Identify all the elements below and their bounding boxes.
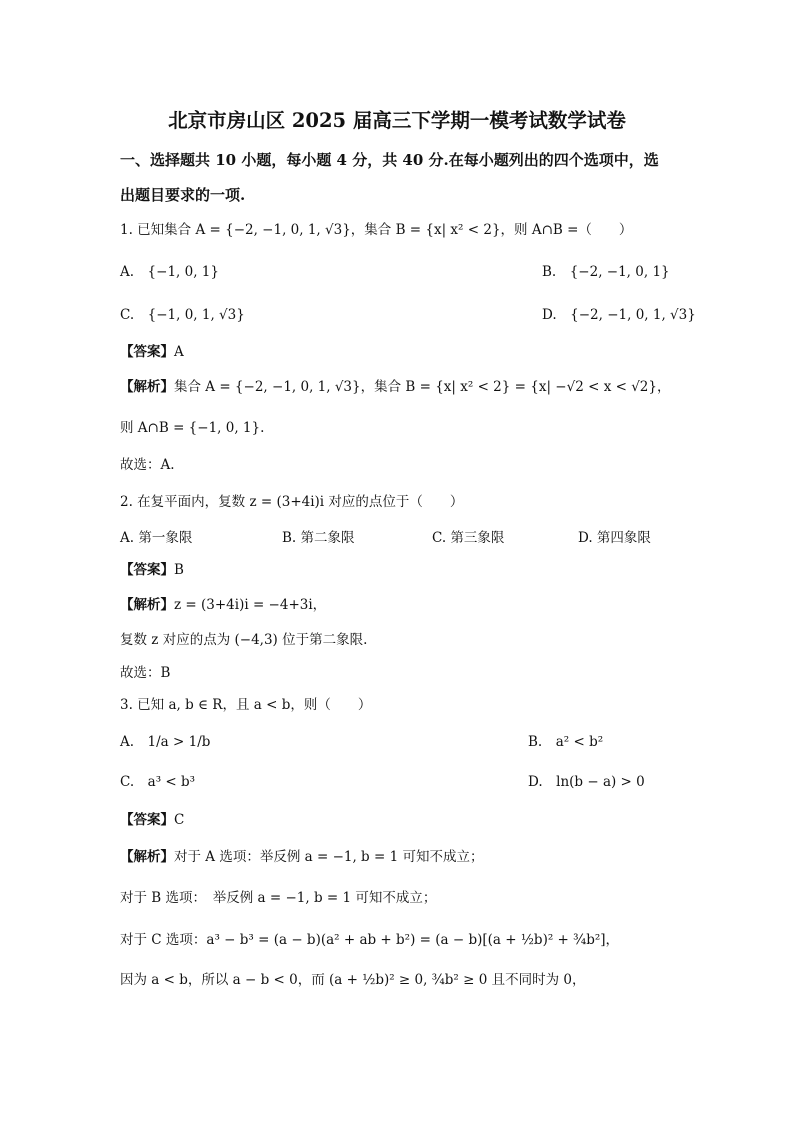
analysis-label: 【解析】 [120, 849, 174, 865]
q3-stem: 3. 已知 a, b ∈ R，且 a < b，则（ ） [120, 697, 372, 713]
q3-option-a: A. 1/a > 1/b [120, 734, 211, 750]
section-heading-line-1: 一、选择题共 10 小题，每小题 4 分，共 40 分.在每小题列出的四个选项中，选 [120, 151, 659, 169]
answer-value: A [174, 344, 184, 360]
analysis-text: 集合 A = {−2, −1, 0, 1, √3}，集合 B = {x| x² < 2} = {x| −√2 < x < √2}， [174, 379, 671, 395]
q3-analysis-line-4: 因为 a < b，所以 a − b < 0，而 (a + ½b)² ≥ 0, ¾b² ≥ 0 且不同时为 0， [120, 972, 586, 988]
q1-option-a: A. {−1, 0, 1} [120, 264, 219, 280]
page-title: 北京市房山区 2025 届高三下学期一模考试数学试卷 [168, 109, 626, 132]
q2-option-d: D. 第四象限 [578, 530, 651, 546]
q1-choice: 故选：A. [120, 457, 175, 473]
q3-option-c: C. a³ < b³ [120, 774, 196, 790]
q2-option-c: C. 第三象限 [432, 530, 505, 546]
q1-answer [120, 342, 184, 362]
answer-value: C [174, 812, 185, 828]
analysis-label: 【解析】 [120, 597, 174, 613]
q1-stem: 1. 已知集合 A = {−2, −1, 0, 1, √3}，集合 B = {x| x² < 2}，则 A∩B =（ ） [120, 222, 633, 238]
q3-option-d: D. ln(b − a) > 0 [528, 774, 645, 790]
q3-answer [120, 810, 184, 830]
analysis-label: 【解析】 [120, 379, 174, 395]
q2-analysis-line-1 [120, 595, 326, 615]
q1-option-c: C. {−1, 0, 1, √3} [120, 307, 245, 323]
analysis-text: z = (3+4i)i = −4+3i， [174, 597, 327, 613]
answer-label: 【答案】 [120, 812, 174, 828]
q3-analysis-line-3: 对于 C 选项：a³ − b³ = (a − b)(a² + ab + b²) = (a − b)[(a + ½b)² + ¾b²]， [120, 932, 620, 948]
q2-stem: 2. 在复平面内，复数 z = (3+4i)i 对应的点位于（ ） [120, 494, 464, 510]
answer-label: 【答案】 [120, 344, 174, 360]
q2-analysis-line-2: 复数 z 对应的点为 (−4,3) 位于第二象限. [120, 632, 368, 648]
answer-label: 【答案】 [120, 562, 174, 578]
q1-option-d: D. {−2, −1, 0, 1, √3} [542, 307, 696, 323]
q3-analysis-line-1 [120, 847, 483, 867]
section-heading-line-2: 出题目要求的一项. [120, 186, 246, 204]
q2-option-b: B. 第二象限 [282, 530, 355, 546]
q2-choice: 故选：B [120, 665, 171, 681]
analysis-text: 对于 A 选项：举反例 a = −1, b = 1 可知不成立； [174, 849, 484, 865]
answer-value: B [174, 562, 184, 578]
q2-answer [120, 560, 184, 580]
q2-option-a: A. 第一象限 [120, 530, 193, 546]
q3-option-b: B. a² < b² [528, 734, 604, 750]
q3-analysis-line-2: 对于 B 选项： 举反例 a = −1, b = 1 可知不成立； [120, 890, 437, 906]
q1-analysis-line-2: 则 A∩B = {−1, 0, 1}. [120, 420, 265, 436]
q1-option-b: B. {−2, −1, 0, 1} [542, 264, 670, 280]
q1-analysis-line-1 [120, 377, 670, 397]
